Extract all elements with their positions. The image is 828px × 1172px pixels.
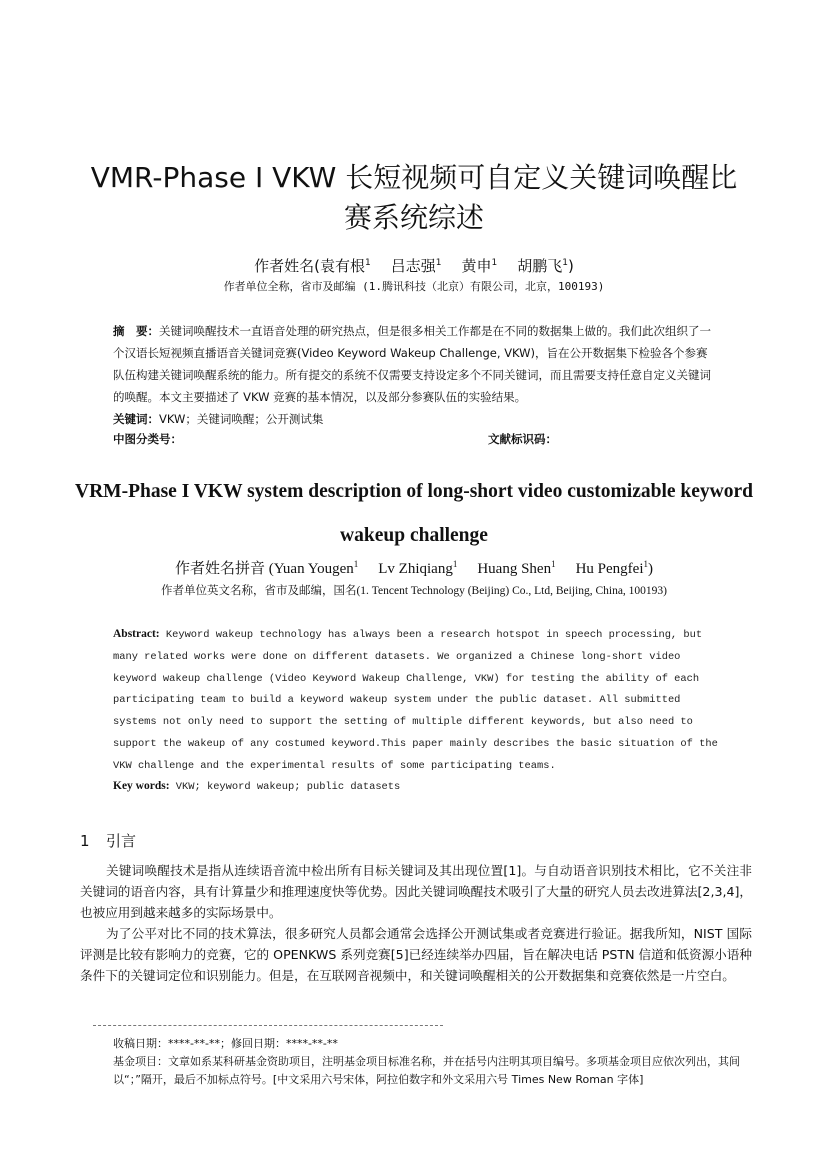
author-name: Huang Shen (477, 561, 552, 577)
author-affiliation-mark: 1 (452, 559, 458, 569)
title-cn-line-1: VMR-Phase Ⅰ VKW 长短视频可自定义关键词唤醒比 (90, 161, 738, 194)
classification-number-label: 中图分类号： (113, 432, 182, 446)
author-affiliation-mark: 1 (365, 258, 371, 268)
title-cn-line-2: 赛系统综述 (343, 201, 484, 234)
document-code-label: 文献标识码： (488, 432, 557, 446)
abstract-en-text: Keyword wakeup technology has always been a research hotspot in speech processing, but many related works were done on different datasets. We organized a Chinese long-short video keyword wakeup challenge (Video Keyword Wakeup Challenge, VKW) for testing the ability of each participating team to build a keyword wakeup system under the public dataset. All submitted systems not only need to support the setting of multiple different keywords, but also need to support the wakeup of any costumed keyword.This paper mainly describes the basic situation of the VKW challenge and the experimental results of some participating teams. (113, 629, 718, 772)
author-affiliation-mark: 1 (435, 258, 442, 268)
abstract-en-label: Abstract: (113, 628, 160, 640)
abstract-cn-text: 关键词唤醒技术一直语音处理的研究热点，但是很多相关工作都是在不同的数据集上做的。我们此次组织了一个汉语长短视频直播语音关键词竞赛(Video Keyword Wakeup Challenge, VKW)，旨在公开数据集下检验各个参赛队伍构建关键词唤醒系统的能力。所有提交的系统不仅需要支持设定多个不同关键词，而且需要支持任意自定义关键词的唤醒。本文主要描述了 VKW 竞赛的基本情况，以及部分参赛队伍的实验结果。 (113, 324, 711, 404)
author-list-english (0, 558, 828, 580)
section-body (80, 860, 752, 986)
affiliation-english: 作者单位英文名称，省市及邮编，国名(1. Tencent Technology (Beijing) Co., Ltd, Beijing, China, 100193) (160, 585, 668, 597)
footnote-divider (93, 1025, 443, 1026)
body-paragraph: 为了公平对比不同的技术算法，很多研究人员都会通常会选择公开测试集或者竞赛进行验证。据我所知，NIST 国际评测是比较有影响力的竞赛，它的 OPENKWS 系列竞赛[5]已经连续举办四届，旨在解决电话 PSTN 信道和低资源小语种条件下的关键词定位和识别能力。但是，在互联网音视频中，和关键词唤醒相关的公开数据集和竞赛依然是一片空白。 (80, 926, 752, 983)
keywords-en-label: Key words: (113, 780, 170, 792)
paper-title-chinese (40, 158, 788, 238)
keywords-english (113, 777, 719, 796)
author-list-chinese (0, 256, 828, 276)
author-name: 胡鹏飞 (517, 257, 563, 275)
author-name: 袁有根 (320, 257, 366, 275)
abstract-english (113, 624, 719, 778)
section-heading-introduction (80, 830, 136, 852)
keywords-cn-text: VKW；关键词唤醒；公开测试集 (159, 412, 324, 426)
paper-title-english: VRM-Phase I VKW system description of long-short video customizable keyword wakeup challenge (75, 481, 753, 546)
authors-en-suffix: ) (648, 561, 653, 577)
abstract-chinese (113, 320, 715, 430)
author-name: Lv Zhiqiang (378, 561, 453, 577)
keywords-cn-label: 关键词： (113, 412, 159, 426)
footnote-dates: 收稿日期：****-**-**；修回日期：****-**-** (113, 1037, 338, 1050)
section-title: 引言 (106, 832, 137, 850)
section-number: 1 (80, 832, 90, 850)
author-affiliation-mark: 1 (562, 258, 568, 268)
classification-row (113, 431, 715, 449)
author-name: Yuan Yougen (273, 561, 354, 577)
author-name: 黄申 (461, 257, 492, 275)
author-name: Hu Pengfei (575, 561, 644, 577)
author-affiliation-mark: 1 (353, 559, 359, 569)
authors-cn-prefix: 作者姓名( (254, 257, 320, 275)
body-paragraph: 关键词唤醒技术是指从连续语音流中检出所有目标关键词及其出现位置[1]。与自动语音识别技术相比，它不关注非关键词的语音内容，具有计算量少和推理速度快等优势。因此关键词唤醒技术吸引了大量的研究人员去改进算法[2,3,4]，也被应用到越来越多的实际场景中。 (80, 863, 752, 920)
authors-cn-suffix: ) (568, 257, 574, 275)
keywords-en-text: VKW; keyword wakeup; public datasets (169, 781, 401, 793)
authors-en-prefix: 作者姓名拼音 ( (175, 561, 274, 577)
author-affiliation-mark: 1 (491, 258, 498, 268)
footnote-funding: 基金项目：文章如系某科研基金资助项目，注明基金项目标准名称，并在括号内注明其项目编号。多项基金项目应依次列出，其间以“；”隔开，最后不加标点符号。[中文采用六号宋体，阿拉伯数字和外文采用六号 Times New Roman 字体] (113, 1055, 740, 1086)
affiliation-chinese: 作者单位全称，省市及邮编 (1.腾讯科技（北京）有限公司，北京，100193) (223, 280, 605, 293)
author-affiliation-mark: 1 (551, 559, 556, 569)
author-affiliation-mark: 1 (643, 559, 648, 569)
author-name: 吕志强 (390, 257, 436, 275)
footnotes (113, 1035, 753, 1089)
abstract-cn-label: 摘 要： (113, 324, 159, 338)
